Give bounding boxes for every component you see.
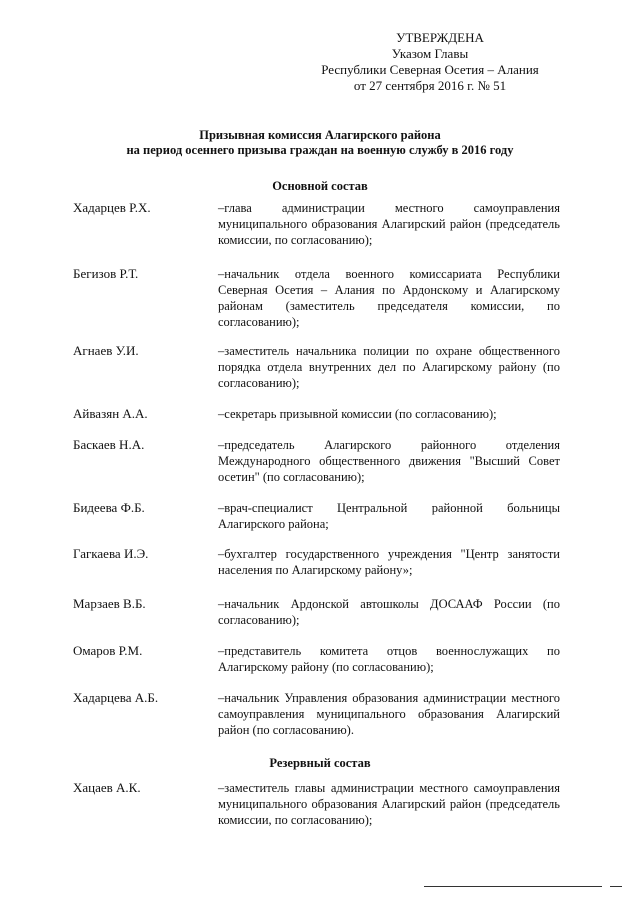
member-role: –глава администрации местного самоуправления муниципального образования Алагирский район (председатель комиссии, по согласованию);	[218, 201, 560, 247]
member-name: Агнаев У.И.	[73, 343, 139, 358]
member-name: Гагкаева И.Э.	[73, 546, 149, 561]
member-role: –секретарь призывной комиссии (по согласованию);	[218, 407, 497, 421]
member-name: Омаров Р.М.	[73, 643, 143, 658]
approval-decree: Указом Главы	[391, 46, 469, 61]
member-name: Хацаев А.К.	[73, 780, 141, 795]
member-role: –заместитель главы администрации местного самоуправления муниципального образования Алагирский район (председатель комиссии, по согласованию);	[218, 781, 560, 827]
member-name: Баскаев Н.А.	[73, 437, 145, 452]
member-role: –начальник Ардонской автошколы ДОСААФ России (по согласованию);	[218, 597, 560, 627]
document-title	[60, 128, 580, 158]
member-name: Бегизов Р.Т.	[73, 266, 139, 281]
member-name: Хадарцев Р.Х.	[73, 200, 151, 215]
member-role: –бухгалтер государственного учреждения "Центр занятости населения по Алагирскому району»;	[218, 547, 560, 577]
reserve-section-heading: Резервный состав	[269, 756, 371, 770]
member-role: –представитель комитета отцов военнослужащих по Алагирскому району (по согласованию);	[218, 644, 560, 674]
member-role: –начальник Управления образования администрации местного самоуправления муниципального образования Алагирский район (по согласованию).	[218, 691, 560, 737]
member-role: –заместитель начальника полиции по охране общественного порядка отдела внутренних дел по Алагирскому району (по согласованию);	[218, 344, 560, 390]
member-name: Марзаев В.Б.	[73, 596, 146, 611]
approval-status: УТВЕРЖДЕНА	[396, 30, 484, 45]
footer-rule	[424, 886, 602, 887]
member-role: –врач-специалист Центральной районной больницы Алагирского района;	[218, 501, 560, 531]
member-name: Бидеева Ф.Б.	[73, 500, 145, 515]
approval-block	[300, 30, 560, 94]
title-line-1: Призывная комиссия Алагирского района	[199, 128, 441, 142]
member-role: –начальник отдела военного комиссариата Республики Северная Осетия – Алания по Ардонскому и Алагирскому районам (заместитель председателя комиссии, по согласованию);	[218, 267, 560, 329]
main-section-heading: Основной состав	[272, 179, 368, 193]
title-line-2: на период осеннего призыва граждан на военную службу в 2016 году	[126, 143, 514, 157]
approval-date: от 27 сентября 2016 г. № 51	[353, 78, 507, 93]
approval-republic: Республики Северная Осетия – Алания	[321, 62, 539, 77]
member-name: Айвазян А.А.	[73, 406, 148, 421]
footer-rule-tail	[610, 886, 622, 887]
member-name: Хадарцева А.Б.	[73, 690, 159, 705]
member-role: –председатель Алагирского районного отделения Международного общественного движения "Высший Совет осетин" (по согласованию);	[218, 438, 560, 484]
